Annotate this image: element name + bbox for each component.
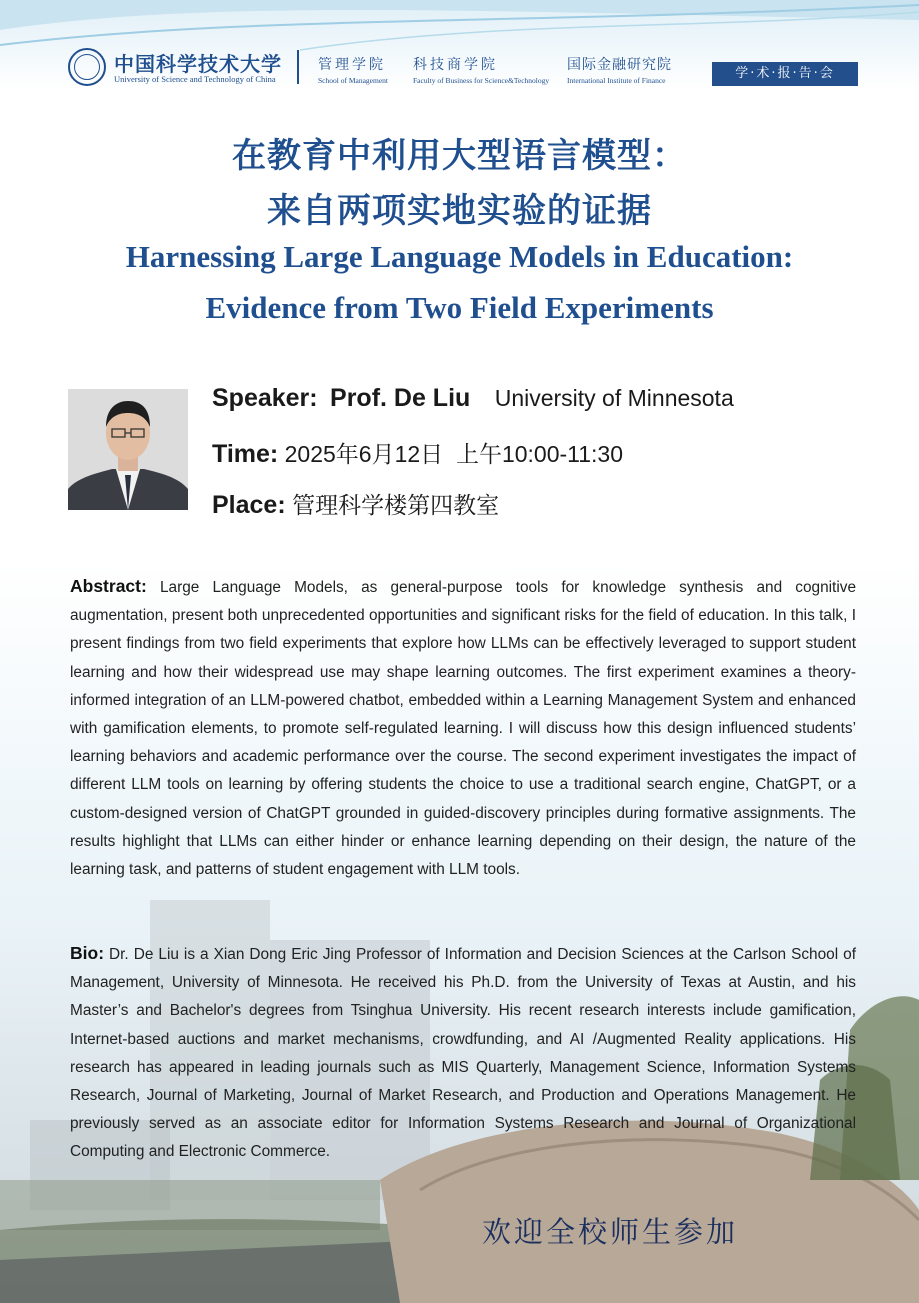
title-cn-line1: 在教育中利用大型语言模型： (232, 136, 687, 176)
title-cn-line2: 来自两项实地实验的证据 (267, 191, 652, 231)
header-divider (297, 50, 299, 84)
abstract-paragraph (70, 572, 856, 884)
bio-label: Bio: (70, 943, 105, 963)
title-en-line2: Evidence from Two Field Experiments (205, 290, 714, 325)
org-faculty-of-business: 科技商学院 Faculty of Business for Science&Technology (413, 57, 550, 85)
place-value: 管理科学楼第四教室 (292, 492, 500, 518)
abstract-text: Large Language Models, as general-purpose tools for knowledge synthesis and cognitive augmentation, present both unprecedented opportunities and significant risks for the field of education. In this talk, I present findings from two field experiments that explore how LLMs can be effectively leveraged to support student learning and how their widespread use may shape learning outcomes. The first experiment examines a theory-informed integration of an LLM-powered chatbot, embedded within a Learning Management System and enhanced with gamification elements, to promote self-regulated learning. I will discuss how this design influenced students’ learning behaviors and academic performance over the course. The second experiment investigates the impact of different LLM tools on learning by offering students the choice to use a traditional search engine, ChatGPT, or a custom-designed version of ChatGPT grounded in guided-discovery principles during formative assignments. The results highlight that LLMs can either hinder or enhance learning depending on their design, the nature of the learning task, and patterns of student engagement with LLM tools. (70, 579, 856, 879)
place-line (212, 487, 499, 520)
time-line (212, 436, 623, 469)
org-school-of-management: 管理学院 School of Management (318, 57, 388, 85)
org-institute-of-finance: 国际金融研究院 International Institute of Finance (567, 57, 672, 85)
speaker-line (212, 384, 734, 413)
speaker-photo (68, 389, 188, 510)
university-seal-logo (68, 48, 106, 86)
time-label: Time: (212, 440, 279, 468)
time-value: 2025年6月12日 上午10:00-11:30 (284, 441, 624, 467)
title-en-line1: Harnessing Large Language Models in Education: (125, 239, 794, 274)
welcome-message: 欢迎全校师生参加 (482, 1215, 739, 1249)
place-label: Place: (212, 491, 286, 519)
abstract-label: Abstract: (70, 576, 147, 596)
academic-lecture-tag: 学·术·报·告·会 (712, 62, 858, 86)
bio-paragraph (70, 939, 856, 1167)
header-bar (68, 44, 858, 90)
speaker-label: Speaker: (212, 384, 318, 412)
bio-text: Dr. De Liu is a Xian Dong Eric Jing Professor of Information and Decision Sciences at the Carlson School of Management, University of Minnesota. He received his Ph.D. from the University of Texas at Austin, and his Master’s and Bachelor's degrees from Tsinghua University. His recent research interests include gamification, Internet-based auctions and market mechanisms, crowdfunding, and AI /Augmented Reality applications. His research has appeared in leading journals such as MIS Quarterly, Management Science, Information Systems Research, Journal of Marketing, Journal of Market Research, and Production and Operations Management. He previously served as an associate editor for Information Systems Research and Journal of Organizational Computing and Electronic Commerce. (70, 946, 856, 1161)
university-name-en: University of Science and Technology of China (114, 74, 276, 84)
speaker-affiliation: University of Minnesota (494, 385, 734, 411)
speaker-name: Prof. De Liu (330, 384, 471, 412)
university-name-cn: 中国科学技术大学 (114, 52, 282, 76)
